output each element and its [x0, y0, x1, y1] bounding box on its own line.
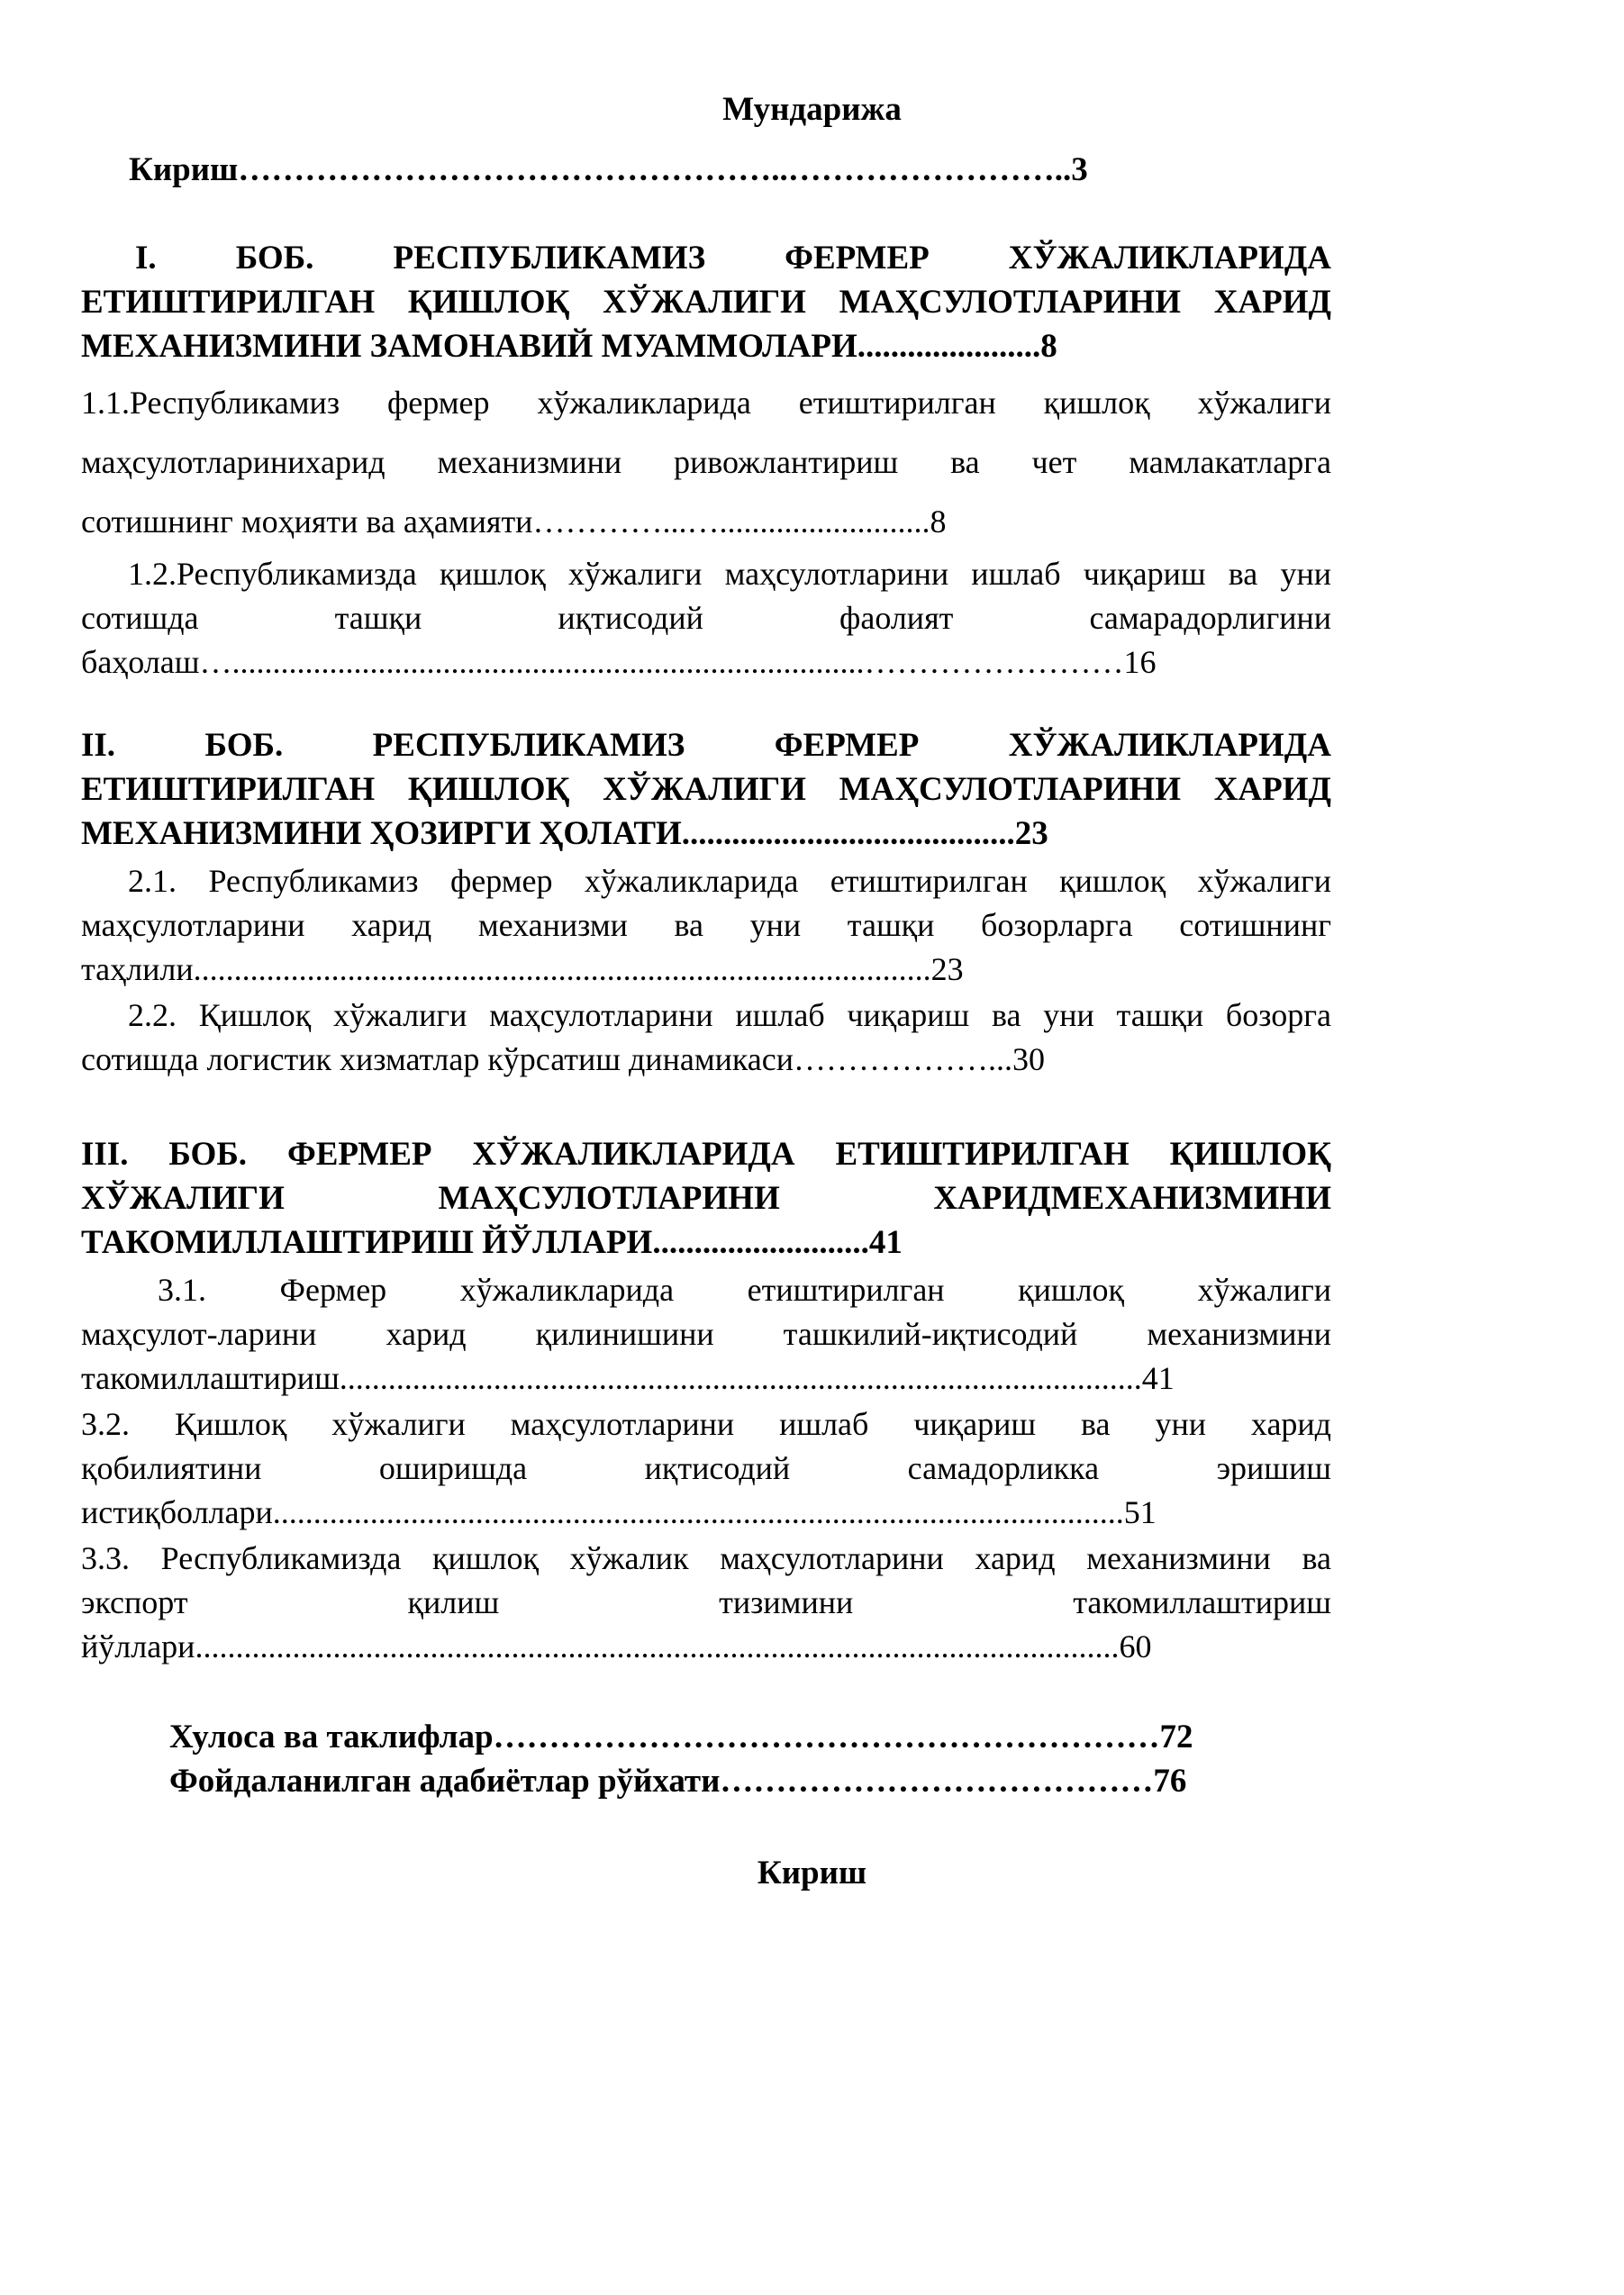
- section-3-3-line-2: экспорт қилиш тизимини такомиллаштириш: [81, 1584, 1331, 1620]
- section-3-3-line-3: йўллари..................................................................................................................60: [81, 1628, 1152, 1665]
- section-3-1-line-2: маҳсулот-ларини харид қилинишини ташкилий-иқтисодий механизмини: [81, 1316, 1331, 1352]
- chapter-1-line-1: I. БОБ. РЕСПУБЛИКАМИЗ ФЕРМЕР ХЎЖАЛИКЛАРИДА: [135, 240, 1331, 277]
- section-3-1-entry: [81, 1268, 1331, 1401]
- section-2-1-line-1: 2.1. Республикамиз фермер хўжаликларида етиштирилган қишлоқ хўжалиги: [128, 863, 1331, 899]
- toc-title: Мундарижа: [722, 91, 902, 128]
- section-3-3-entry: [81, 1537, 1331, 1669]
- section-2-2-entry: [81, 993, 1331, 1082]
- chapter-1-line-3: МЕХАНИЗМИНИ ЗАМОНАВИЙ МУАММОЛАРИ......................8: [81, 328, 1057, 365]
- section-1-2-line-3: баҳолаш…..............................................................................……………………16: [81, 644, 1157, 680]
- section-2-1-line-2: маҳсулотларини харид механизми ва уни ташқи бозорларга сотишнинг: [81, 907, 1331, 943]
- section-1-1-line-3: сотишнинг моҳияти ва аҳамияти…………...…..........................8: [81, 503, 947, 540]
- chapter-3-line-1: III. БОБ. ФЕРМЕР ХЎЖАЛИКЛАРИДА ЕТИШТИРИЛГАН ҚИШЛОҚ: [81, 1136, 1331, 1173]
- section-2-1-entry: [81, 859, 1331, 992]
- section-2-2-line-1: 2.2. Қишлоқ хўжалиги маҳсулотларини ишлаб чиқариш ва уни ташқи бозорга: [128, 997, 1331, 1033]
- section-3-2-line-2: қобилиятини оширишда иқтисодий самадорликка эришиш: [81, 1450, 1331, 1486]
- section-1-1-line-1: 1.1.Республикамиз фермер хўжаликларида етиштирилган қишлоқ хўжалиги: [81, 385, 1331, 421]
- section-3-2-line-1: 3.2. Қишлоқ хўжалиги маҳсулотларини ишлаб чиқариш ва уни харид: [81, 1406, 1331, 1442]
- chapter-1-heading: [81, 236, 1331, 368]
- toc-conclusion-entry: Хулоса ва таклифлар……………………………………………………72: [169, 1719, 1193, 1755]
- intro-heading: Кириш: [757, 1855, 867, 1891]
- section-3-2-entry: [81, 1402, 1331, 1535]
- chapter-2-line-2: ЕТИШТИРИЛГАН ҚИШЛОҚ ХЎЖАЛИГИ МАҲСУЛОТЛАРИНИ ХАРИД: [81, 771, 1331, 808]
- section-3-2-line-3: истиқболлари.........................................................................................................51: [81, 1494, 1157, 1530]
- section-2-1-line-3: таҳлили...........................................................................................23: [81, 951, 964, 987]
- section-1-2-entry: [81, 552, 1331, 685]
- toc-intro-entry: Кириш…………………………………………..……………………..3: [129, 151, 1088, 188]
- section-2-2-line-2: сотишда логистик хизматлар кўрсатиш динамикаси………………...30: [81, 1041, 1046, 1077]
- toc-references-entry: Фойдаланилган адабиётлар рўйхати…………………………………76: [169, 1763, 1187, 1800]
- section-3-3-line-1: 3.3. Республикамизда қишлоқ хўжалик маҳсулотларини харид механизмини ва: [81, 1540, 1331, 1576]
- section-3-1-line-3: такомиллаштириш...................................................................................................41: [81, 1360, 1175, 1396]
- section-3-1-line-1: 3.1. Фермер хўжаликларида етиштирилган қишлоқ хўжалиги: [158, 1272, 1331, 1308]
- chapter-2-heading: [81, 723, 1331, 856]
- chapter-3-heading: [81, 1132, 1331, 1265]
- chapter-2-line-1: II. БОБ. РЕСПУБЛИКАМИЗ ФЕРМЕР ХЎЖАЛИКЛАРИДА: [81, 727, 1331, 764]
- section-1-2-line-1: 1.2.Республикамизда қишлоқ хўжалиги маҳсулотларини ишлаб чиқариш ва уни: [128, 556, 1331, 592]
- chapter-1-line-2: ЕТИШТИРИЛГАН ҚИШЛОҚ ХЎЖАЛИГИ МАҲСУЛОТЛАРИНИ ХАРИД: [81, 284, 1331, 321]
- section-1-1-entry: [81, 373, 1331, 551]
- section-1-2-line-2: сотишда ташқи иқтисодий фаолият самарадорлигини: [81, 600, 1331, 636]
- chapter-3-line-2: ХЎЖАЛИГИ МАҲСУЛОТЛАРИНИ ХАРИДМЕХАНИЗМИНИ: [81, 1180, 1331, 1217]
- chapter-2-line-3: МЕХАНИЗМИНИ ҲОЗИРГИ ҲОЛАТИ........................................23: [81, 815, 1048, 852]
- section-1-1-line-2: маҳсулотларинихарид механизмини ривожлантириш ва чет мамлакатларга: [81, 444, 1331, 480]
- chapter-3-line-3: ТАКОМИЛЛАШТИРИШ ЙЎЛЛАРИ..........................41: [81, 1224, 903, 1261]
